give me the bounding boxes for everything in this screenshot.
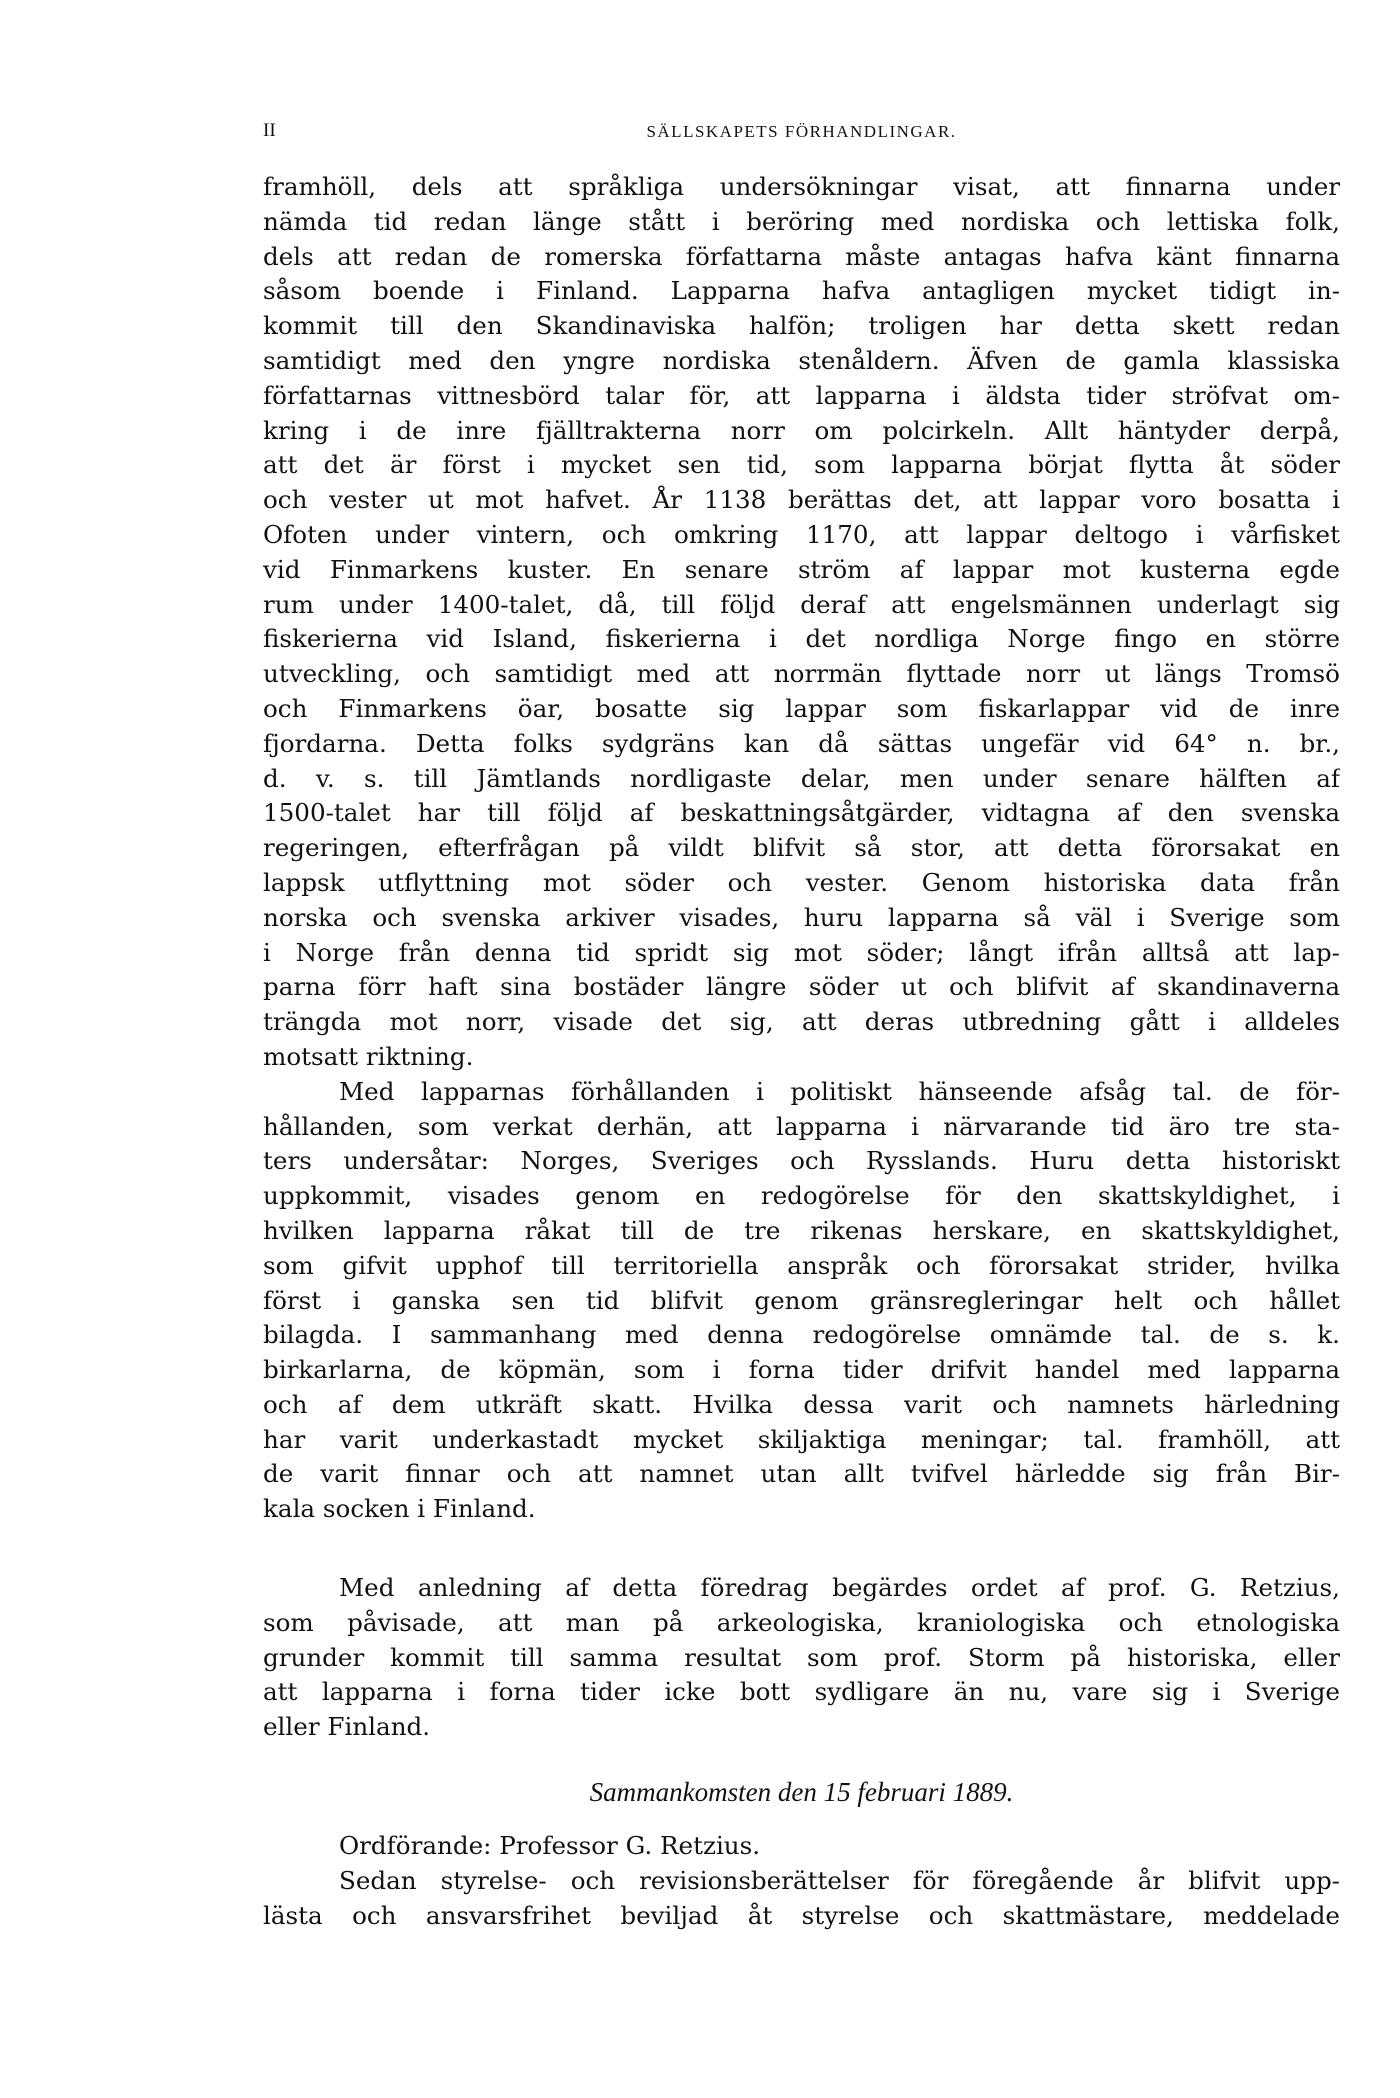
text-line: rum under 1400-talet, då, till följd deraf att engelsmännen underlagt sig xyxy=(263,589,1340,619)
text-line: birkarlarna, de köpmän, som i forna tider drifvit handel med lapparna xyxy=(263,1355,1340,1385)
page-number: II xyxy=(263,120,276,141)
text-line: och Finmarkens öar, bosatte sig lappar som fiskarlappar vid de inre xyxy=(263,693,1340,723)
text-line: framhöll, dels att språkliga undersökningar visat, att finnarna under xyxy=(263,172,1340,201)
running-title: SÄLLSKAPETS FÖRHANDLINGAR. xyxy=(646,122,957,141)
text-line: parna förr haft sina bostäder längre söder ut och blifvit af skandinaverna xyxy=(263,972,1340,1002)
text-line: lästa och ansvarsfrihet beviljad åt styrelse och skattmästare, meddelade xyxy=(263,1900,1340,1930)
text-line: eller Finland. xyxy=(263,1712,431,1742)
session-heading: Sammankomsten den 15 februari 1889. xyxy=(589,1777,1014,1808)
text-line: bilagda. I sammanhang med denna redogörelse omnämde tal. de s. k. xyxy=(263,1320,1340,1350)
text-line: att det är först i mycket sen tid, som lapparna börjat flytta åt söder xyxy=(263,450,1340,480)
text-line: hållanden, som verkat derhän, att lapparna i närvarande tid äro tre sta- xyxy=(263,1111,1340,1141)
text-line: utveckling, och samtidigt med att norrmän flyttade norr ut längs Tromsö xyxy=(263,659,1340,689)
text-line: dels att redan de romerska författarna måste antagas hafva känt finnarna xyxy=(263,241,1340,271)
text-line: och af dem utkräft skatt. Hvilka dessa varit och namnets härledning xyxy=(263,1389,1340,1419)
text-line: först i ganska sen tid blifvit genom gränsregleringar helt och hållet xyxy=(263,1285,1340,1315)
text-line: de varit finnar och att namnet utan allt tvifvel härledde sig från Bir- xyxy=(263,1459,1340,1489)
text-line: norska och svenska arkiver visades, huru lapparna så väl i Sverige som xyxy=(263,902,1340,932)
text-line: regeringen, efterfrågan på vildt blifvit så stor, att detta förorsakat en xyxy=(263,833,1340,863)
text-line: såsom boende i Finland. Lapparna hafva antagligen mycket tidigt in- xyxy=(263,276,1340,306)
text-line: fjordarna. Detta folks sydgräns kan då sättas ungefär vid 64° n. br., xyxy=(263,728,1340,758)
text-line: vid Finmarkens kuster. En senare ström af lappar mot kusterna egde xyxy=(263,554,1340,584)
chair-line: Ordförande: Professor G. Retzius. xyxy=(339,1831,761,1861)
text-line: 1500-talet har till följd af beskattningsåtgärder, vidtagna af den svenska xyxy=(263,798,1340,828)
paragraph-gap xyxy=(263,1527,1340,1571)
text-line: d. v. s. till Jämtlands nordligaste delar, men under senare hälften af xyxy=(263,763,1340,793)
body-text xyxy=(263,170,1340,1933)
text-line: nämda tid redan länge stått i beröring med nordiska och lettiska folk, xyxy=(263,206,1340,236)
text-line: motsatt riktning. xyxy=(263,1041,474,1071)
session-section xyxy=(263,1829,1340,1933)
text-line: Med lapparnas förhållanden i politiskt hänseende afsåg tal. de för- xyxy=(339,1076,1340,1106)
text-line: fiskerierna vid Island, fiskerierna i det nordliga Norge fingo en större xyxy=(263,624,1340,654)
heading-gap xyxy=(263,1815,1340,1829)
text-line: grunder kommit till samma resultat som prof. Storm på historiska, eller xyxy=(263,1642,1340,1672)
text-line: ters undersåtar: Norges, Sveriges och Rysslands. Huru detta historiskt xyxy=(263,1146,1340,1176)
text-line: i Norge från denna tid spridt sig mot söder; långt ifrån alltså att lap- xyxy=(263,937,1340,967)
paragraph-3 xyxy=(263,1571,1340,1745)
text-line: och vester ut mot hafvet. År 1138 berättas det, att lappar voro bosatta i xyxy=(263,485,1340,515)
text-line: lappsk utflyttning mot söder och vester. Genom historiska data från xyxy=(263,867,1340,897)
text-line: kala socken i Finland. xyxy=(263,1494,536,1524)
text-line: författarnas vittnesbörd talar för, att lapparna i äldsta tider ströfvat om- xyxy=(263,380,1340,410)
paragraph-2 xyxy=(263,1075,1340,1527)
text-line: Sedan styrelse- och revisionsberättelser för föregående år blifvit upp- xyxy=(339,1865,1340,1895)
text-line: Med anledning af detta föredrag begärdes ordet af prof. G. Retzius, xyxy=(339,1573,1340,1603)
text-line: samtidigt med den yngre nordiska stenåldern. Äfven de gamla klassiska xyxy=(263,345,1340,375)
text-line: att lapparna i forna tider icke bott sydligare än nu, vare sig i Sverige xyxy=(263,1677,1340,1707)
text-line: trängda mot norr, visade det sig, att deras utbredning gått i alldeles xyxy=(263,1007,1340,1037)
text-line: hvilken lapparna råkat till de tre rikenas herskare, en skattskyldighet, xyxy=(263,1215,1340,1245)
running-head xyxy=(263,120,1340,150)
text-line: som gifvit upphof till territoriella anspråk och förorsakat strider, hvilka xyxy=(263,1250,1340,1280)
paragraph-1 xyxy=(263,170,1340,1075)
text-line: kring i de inre fjälltrakterna norr om polcirkeln. Allt häntyder derpå, xyxy=(263,415,1340,445)
text-line: kommit till den Skandinaviska halfön; troligen har detta skett redan xyxy=(263,311,1340,341)
text-line: som påvisade, att man på arkeologiska, kraniologiska och etnologiska xyxy=(263,1607,1340,1637)
text-line: uppkommit, visades genom en redogörelse för den skattskyldighet, i xyxy=(263,1181,1340,1211)
text-line: Ofoten under vintern, och omkring 1170, att lappar deltogo i vårfisket xyxy=(263,519,1340,549)
text-line: har varit underkastadt mycket skiljaktiga meningar; tal. framhöll, att xyxy=(263,1424,1340,1454)
